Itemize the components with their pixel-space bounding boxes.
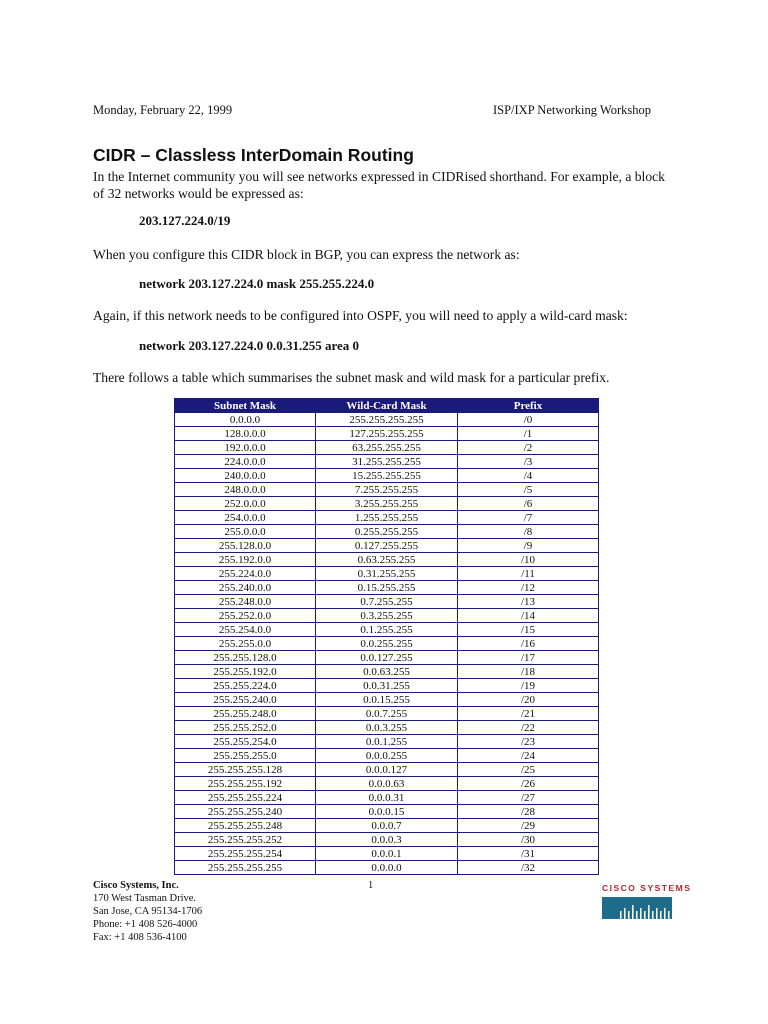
cell-wildcard-mask: 0.0.0.3 <box>316 833 458 847</box>
table-row <box>175 413 599 427</box>
table-row <box>175 567 599 581</box>
cell-subnet-mask: 255.255.255.252 <box>175 833 316 847</box>
cisco-logo-text: CISCO SYSTEMS <box>602 883 692 893</box>
cell-wildcard-mask: 0.0.127.255 <box>316 651 458 665</box>
cell-prefix: /21 <box>458 707 599 721</box>
cell-prefix: /27 <box>458 791 599 805</box>
table-row <box>175 595 599 609</box>
cell-wildcard-mask: 63.255.255.255 <box>316 441 458 455</box>
table-row <box>175 763 599 777</box>
table-row <box>175 469 599 483</box>
table-row <box>175 847 599 861</box>
cell-wildcard-mask: 0.0.0.0 <box>316 861 458 875</box>
table-row <box>175 777 599 791</box>
table-row <box>175 679 599 693</box>
cell-wildcard-mask: 0.255.255.255 <box>316 525 458 539</box>
cisco-bridge-icon <box>602 893 674 919</box>
cell-subnet-mask: 255.128.0.0 <box>175 539 316 553</box>
prefix-table <box>174 398 599 875</box>
cell-prefix: /32 <box>458 861 599 875</box>
cell-subnet-mask: 255.255.252.0 <box>175 721 316 735</box>
cell-prefix: /19 <box>458 679 599 693</box>
table-row <box>175 581 599 595</box>
cell-subnet-mask: 240.0.0.0 <box>175 469 316 483</box>
cell-prefix: /2 <box>458 441 599 455</box>
cell-subnet-mask: 255.255.0.0 <box>175 637 316 651</box>
table-header-row <box>175 399 599 413</box>
cell-prefix: /5 <box>458 483 599 497</box>
table-row <box>175 637 599 651</box>
cell-wildcard-mask: 0.0.3.255 <box>316 721 458 735</box>
cell-prefix: /7 <box>458 511 599 525</box>
column-header-wildcard-mask: Wild-Card Mask <box>316 399 458 413</box>
cell-subnet-mask: 248.0.0.0 <box>175 483 316 497</box>
cell-subnet-mask: 255.240.0.0 <box>175 581 316 595</box>
table-row <box>175 833 599 847</box>
footer-address-line2: San Jose, CA 95134-1706 <box>93 906 203 917</box>
table-row <box>175 721 599 735</box>
cell-subnet-mask: 224.0.0.0 <box>175 455 316 469</box>
cell-wildcard-mask: 31.255.255.255 <box>316 455 458 469</box>
table-body <box>175 413 599 875</box>
cell-subnet-mask: 255.248.0.0 <box>175 595 316 609</box>
table-row <box>175 861 599 875</box>
cell-wildcard-mask: 0.0.0.31 <box>316 791 458 805</box>
cell-wildcard-mask: 127.255.255.255 <box>316 427 458 441</box>
cell-subnet-mask: 255.254.0.0 <box>175 623 316 637</box>
cell-prefix: /15 <box>458 623 599 637</box>
cell-subnet-mask: 255.255.255.192 <box>175 777 316 791</box>
cell-prefix: /3 <box>458 455 599 469</box>
page-number: 1 <box>368 880 374 891</box>
cidr-example: 203.127.224.0/19 <box>139 213 231 228</box>
column-header-subnet-mask: Subnet Mask <box>175 399 316 413</box>
cell-subnet-mask: 255.255.254.0 <box>175 735 316 749</box>
cell-prefix: /13 <box>458 595 599 609</box>
ospf-command: network 203.127.224.0 0.0.31.255 area 0 <box>139 338 360 353</box>
cell-subnet-mask: 255.255.255.248 <box>175 819 316 833</box>
table-row <box>175 441 599 455</box>
footer-phone: Phone: +1 408 526-4000 <box>93 919 198 930</box>
cell-prefix: /9 <box>458 539 599 553</box>
cell-subnet-mask: 255.255.255.0 <box>175 749 316 763</box>
header-date: Monday, February 22, 1999 <box>93 103 233 117</box>
cell-prefix: /4 <box>458 469 599 483</box>
bgp-command: network 203.127.224.0 mask 255.255.224.0 <box>139 276 375 291</box>
cell-prefix: /29 <box>458 819 599 833</box>
table-row <box>175 749 599 763</box>
cell-wildcard-mask: 0.0.63.255 <box>316 665 458 679</box>
cell-wildcard-mask: 0.7.255.255 <box>316 595 458 609</box>
cell-wildcard-mask: 7.255.255.255 <box>316 483 458 497</box>
cell-subnet-mask: 192.0.0.0 <box>175 441 316 455</box>
cell-wildcard-mask: 0.31.255.255 <box>316 567 458 581</box>
cell-prefix: /28 <box>458 805 599 819</box>
table-row <box>175 791 599 805</box>
table-row <box>175 511 599 525</box>
cell-wildcard-mask: 0.0.31.255 <box>316 679 458 693</box>
page-heading: CIDR – Classless InterDomain Routing <box>93 145 414 165</box>
table-row <box>175 651 599 665</box>
cell-subnet-mask: 255.255.255.224 <box>175 791 316 805</box>
cell-wildcard-mask: 0.127.255.255 <box>316 539 458 553</box>
table-row <box>175 483 599 497</box>
column-header-prefix: Prefix <box>458 399 599 413</box>
cell-wildcard-mask: 0.1.255.255 <box>316 623 458 637</box>
table-row <box>175 693 599 707</box>
intro-paragraph: In the Internet community you will see networks expressed in CIDRised shorthand. For example, a block of 32 networks would be expressed as: <box>93 169 665 201</box>
table-row <box>175 735 599 749</box>
cell-wildcard-mask: 0.0.255.255 <box>316 637 458 651</box>
cell-wildcard-mask: 0.0.15.255 <box>316 693 458 707</box>
table-row <box>175 427 599 441</box>
cell-subnet-mask: 255.0.0.0 <box>175 525 316 539</box>
cell-prefix: /1 <box>458 427 599 441</box>
table-row <box>175 805 599 819</box>
table-row <box>175 525 599 539</box>
cell-wildcard-mask: 15.255.255.255 <box>316 469 458 483</box>
cell-wildcard-mask: 0.63.255.255 <box>316 553 458 567</box>
cell-subnet-mask: 255.252.0.0 <box>175 609 316 623</box>
table-row <box>175 455 599 469</box>
cell-prefix: /16 <box>458 637 599 651</box>
bgp-paragraph: When you configure this CIDR block in BGP, you can express the network as: <box>93 247 520 262</box>
footer-company: Cisco Systems, Inc. <box>93 880 179 891</box>
table-row <box>175 665 599 679</box>
cell-prefix: /20 <box>458 693 599 707</box>
cell-wildcard-mask: 255.255.255.255 <box>316 413 458 427</box>
cell-wildcard-mask: 0.0.1.255 <box>316 735 458 749</box>
cell-wildcard-mask: 0.0.0.15 <box>316 805 458 819</box>
cell-subnet-mask: 255.255.255.254 <box>175 847 316 861</box>
cell-wildcard-mask: 0.0.0.1 <box>316 847 458 861</box>
footer-address-line1: 170 West Tasman Drive. <box>93 893 197 904</box>
cell-wildcard-mask: 0.3.255.255 <box>316 609 458 623</box>
cell-subnet-mask: 255.255.128.0 <box>175 651 316 665</box>
cell-subnet-mask: 255.255.240.0 <box>175 693 316 707</box>
cell-wildcard-mask: 0.0.0.127 <box>316 763 458 777</box>
cell-prefix: /23 <box>458 735 599 749</box>
cell-prefix: /8 <box>458 525 599 539</box>
cell-prefix: /25 <box>458 763 599 777</box>
cell-prefix: /30 <box>458 833 599 847</box>
cell-subnet-mask: 0.0.0.0 <box>175 413 316 427</box>
cell-subnet-mask: 255.192.0.0 <box>175 553 316 567</box>
cell-subnet-mask: 128.0.0.0 <box>175 427 316 441</box>
cell-subnet-mask: 255.255.192.0 <box>175 665 316 679</box>
cell-subnet-mask: 254.0.0.0 <box>175 511 316 525</box>
cell-prefix: /22 <box>458 721 599 735</box>
cell-wildcard-mask: 0.0.0.255 <box>316 749 458 763</box>
cell-wildcard-mask: 1.255.255.255 <box>316 511 458 525</box>
cell-wildcard-mask: 0.0.0.7 <box>316 819 458 833</box>
cell-subnet-mask: 255.224.0.0 <box>175 567 316 581</box>
cell-prefix: /6 <box>458 497 599 511</box>
cell-prefix: /10 <box>458 553 599 567</box>
table-row <box>175 497 599 511</box>
cell-wildcard-mask: 0.0.7.255 <box>316 707 458 721</box>
cell-prefix: /26 <box>458 777 599 791</box>
cell-wildcard-mask: 0.15.255.255 <box>316 581 458 595</box>
table-intro-paragraph: There follows a table which summarises the subnet mask and wild mask for a particular prefix. <box>93 370 610 385</box>
cell-prefix: /0 <box>458 413 599 427</box>
cell-subnet-mask: 255.255.255.255 <box>175 861 316 875</box>
table-row <box>175 553 599 567</box>
table-row <box>175 539 599 553</box>
cell-subnet-mask: 255.255.248.0 <box>175 707 316 721</box>
cell-subnet-mask: 255.255.255.240 <box>175 805 316 819</box>
cell-prefix: /17 <box>458 651 599 665</box>
cell-subnet-mask: 255.255.255.128 <box>175 763 316 777</box>
cell-subnet-mask: 252.0.0.0 <box>175 497 316 511</box>
cell-wildcard-mask: 0.0.0.63 <box>316 777 458 791</box>
prefix-table-container <box>174 398 598 875</box>
cisco-logo <box>602 883 692 919</box>
ospf-paragraph: Again, if this network needs to be configured into OSPF, you will need to apply a wild-card mask: <box>93 308 628 323</box>
cell-prefix: /11 <box>458 567 599 581</box>
cell-prefix: /12 <box>458 581 599 595</box>
cell-wildcard-mask: 3.255.255.255 <box>316 497 458 511</box>
cell-subnet-mask: 255.255.224.0 <box>175 679 316 693</box>
table-row <box>175 623 599 637</box>
table-row <box>175 609 599 623</box>
footer-fax: Fax: +1 408 536-4100 <box>93 932 187 943</box>
cell-prefix: /24 <box>458 749 599 763</box>
cell-prefix: /18 <box>458 665 599 679</box>
cell-prefix: /14 <box>458 609 599 623</box>
header-title: ISP/IXP Networking Workshop <box>492 103 651 117</box>
table-row <box>175 707 599 721</box>
table-row <box>175 819 599 833</box>
cell-prefix: /31 <box>458 847 599 861</box>
